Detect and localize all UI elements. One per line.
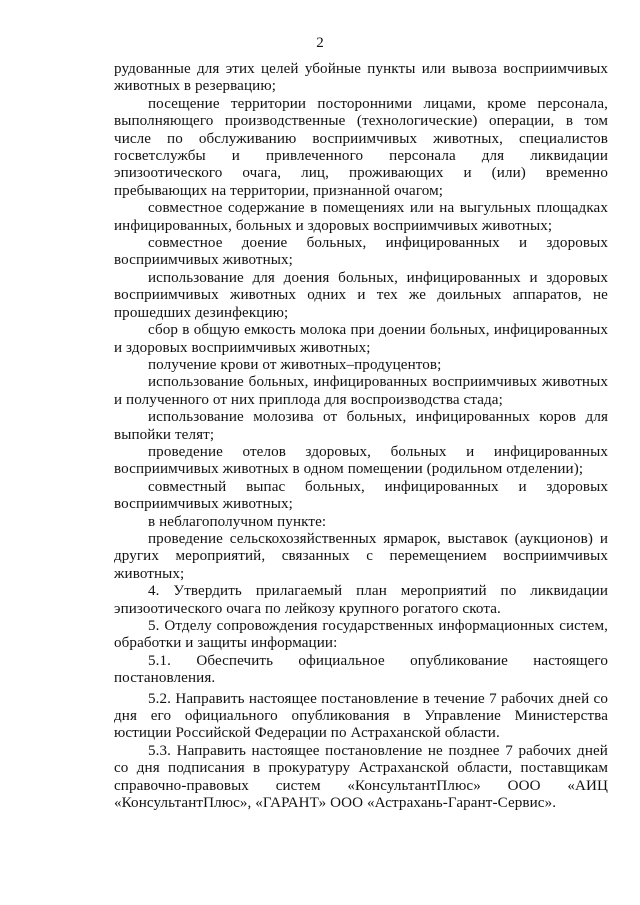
document-body <box>114 61 608 812</box>
paragraph: рудованные для этих целей убойные пункты или вывоза восприимчивых животных в резервацию; <box>114 61 608 95</box>
paragraph: 5.1. Обеспечить официальное опубликование настоящего постановления. <box>114 652 608 687</box>
paragraph: в неблагополучном пункте: <box>148 513 327 530</box>
paragraph: проведение сельскохозяйственных ярмарок, выставок (аукционов) и других мероприятий, связанных с перемещением восприимчивых животных; <box>114 530 608 582</box>
paragraph: совместное доение больных, инфицированных и здоровых восприимчивых животных; <box>114 235 608 269</box>
paragraph: 5.2. Направить настоящее постановление в течение 7 рабочих дней со дня его официального опубликования в Управление Министерства юстиции Российской Федерации по Астраханской области. <box>114 690 608 742</box>
paragraph: использование для доения больных, инфицированных и здоровых восприимчивых животных одних и тех же доильных аппаратов, не прошедших дезинфекцию; <box>114 269 608 321</box>
paragraph: проведение отелов здоровых, больных и инфицированных восприимчивых животных в одном помещении (родильном отделении); <box>114 443 608 478</box>
paragraph: 4. Утвердить прилагаемый план мероприятий по ликвидации эпизоотического очага по лейкозу крупного рогатого скота. <box>114 583 608 617</box>
paragraph: 5.3. Направить настоящее постановление не позднее 7 рабочих дней со дня подписания в прокуратуру Астраханской области, поставщикам справочно-правовых систем «КонсультантПлюс» ООО «АИЦ «КонсультантПлюс», «ГАРАНТ» ООО «Астрахань-Гарант-Сервис». <box>114 742 608 812</box>
paragraph: 5. Отделу сопровождения государственных информационных систем, обработки и защиты информации: <box>114 618 608 652</box>
paragraph: совместный выпас больных, инфицированных и здоровых восприимчивых животных; <box>114 478 608 513</box>
paragraph: получение крови от животных–продуцентов; <box>148 356 442 373</box>
paragraph: сбор в общую емкость молока при доении больных, инфицированных и здоровых восприимчивых животных; <box>114 322 608 356</box>
paragraph: посещение территории посторонними лицами, кроме персонала, выполняющего производственные (технологические) операции, в том числе по обслуживанию восприимчивых животных, специалистов госветслужбы и привлеченного персонала для ликвидации эпизоотического очага, лиц, проживающих и (или) временно пребывающих на территории, признанной очагом; <box>114 95 608 199</box>
paragraph: использование молозива от больных, инфицированных коров для выпойки телят; <box>114 409 608 443</box>
paragraph: совместное содержание в помещениях или на выгульных площадках инфицированных, больных и здоровых восприимчивых животных; <box>114 200 608 234</box>
page-number: 2 <box>316 35 324 51</box>
paragraph: использование больных, инфицированных восприимчивых животных и полученного от них приплода для воспроизводства стада; <box>114 374 608 408</box>
